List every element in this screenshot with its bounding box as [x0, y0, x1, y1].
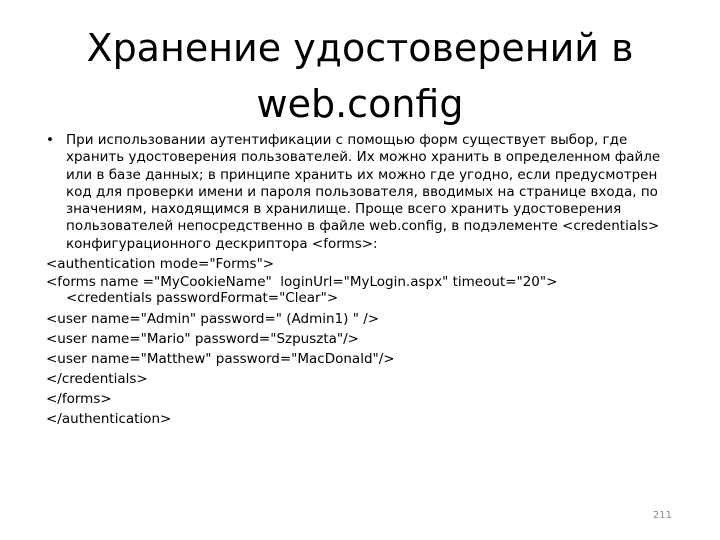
slide-title — [60, 20, 660, 132]
code-line-credentials-close: </credentials> — [46, 371, 148, 388]
slide-title-line-2: web.config — [256, 82, 464, 126]
slide-body — [46, 132, 676, 429]
code-line-authentication-close: </authentication> — [46, 411, 172, 428]
code-line-user-mario: <user name="Mario" password="Szpuszta"/> — [46, 331, 359, 348]
code-line-user-matthew: <user name="Matthew" password="MacDonald"/> — [46, 351, 395, 368]
slide-title-line-1: Хранение удостоверений в — [86, 26, 634, 70]
code-line-forms-open: <forms name ="MyCookieName" loginUrl="MyLogin.aspx" timeout="20"> — [46, 274, 558, 291]
code-line-forms-close: </forms> — [46, 391, 112, 408]
code-line-user-admin: <user name="Admin" password=" (Admin1) " /> — [46, 311, 380, 328]
code-line-authentication-open: <authentication mode="Forms"> — [46, 256, 275, 273]
page-number: 211 — [652, 510, 672, 521]
bullet-text: При использовании аутентификации с помощью форм существует выбор, где хранить удостоверения пользователей. Их можно хранить в определенном файле или в базе данных; в принципе хранить их можно где угодно, если предусмотрен код для проверки имени и пароля пользователя, вводимых на странице входа, по значениям, находящимся в хранилище. Проще всего хранить удостоверения пользователей непосредственно в файле web.config, в подэлементе <credentials> конфигурационного дескриптора <forms>: — [66, 132, 661, 252]
bullet-icon: • — [46, 132, 54, 148]
bullet-item — [46, 132, 676, 253]
code-line-credentials-open: <credentials passwordFormat="Clear"> — [66, 290, 339, 307]
